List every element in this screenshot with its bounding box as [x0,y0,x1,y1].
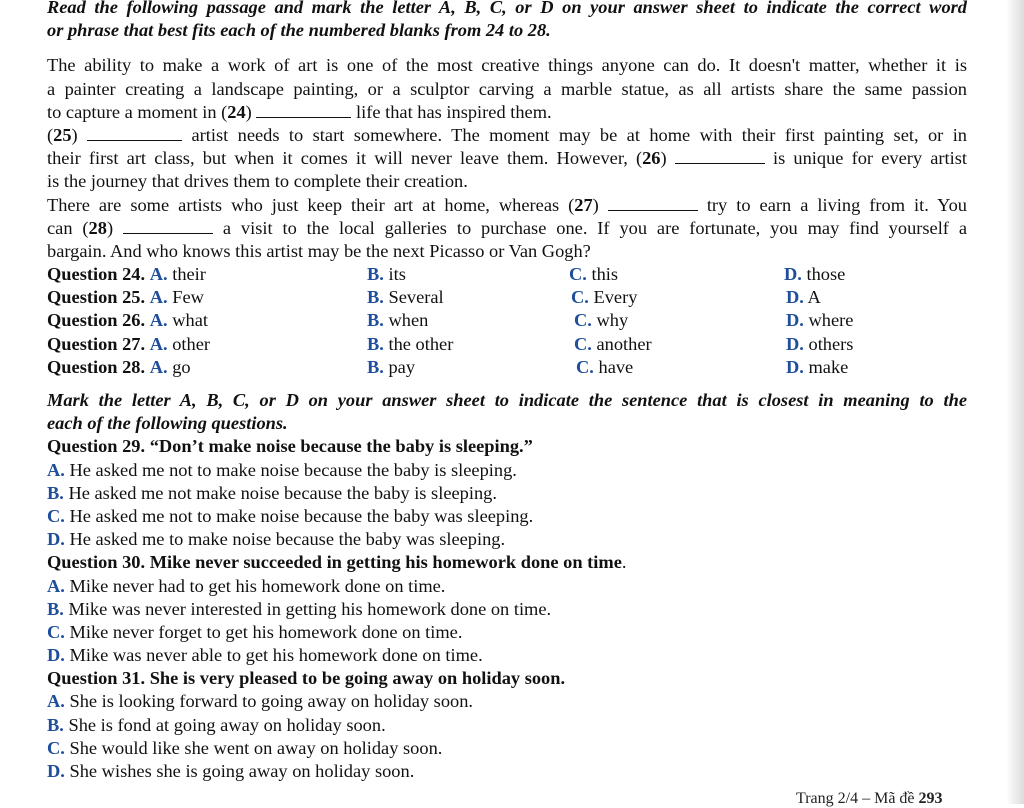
option-text: She would like she went on away on holiday soon. [64,737,443,758]
blank-number-28: 28 [88,217,107,238]
option-letter: C. [47,505,65,526]
blank-number-25: 25 [53,124,72,145]
question-label: Question 24. [47,264,146,285]
option-text: She is looking forward to going away on holiday soon. [64,691,474,712]
passage-line-5 [47,147,967,170]
question-30-option-c [47,621,967,644]
question-31-option-c [47,737,967,760]
passage [47,54,967,263]
blank-24 [256,101,351,118]
option-text: Mike never had to get his homework done on time. [64,575,446,596]
blank-number-27: 27 [574,194,593,215]
option-d: others [808,333,854,354]
blank-25 [87,124,182,141]
passage-line-8 [47,217,967,240]
question-26-row [47,309,967,332]
option-text: He asked me not make noise because the baby is sleeping. [63,482,497,503]
option-b: the other [388,333,454,354]
option-letter: B. [47,598,64,619]
passage-text: try to earn a living from it. You [697,194,968,215]
option-letter: C. [574,333,592,354]
option-text: Mike was never able to get his homework done on time. [64,645,483,666]
passage-text: artist needs to start somewhere. The moment may be at home with their first painting set, or in [182,124,967,145]
option-letter: D. [47,529,65,550]
option-c: why [596,310,629,331]
option-d: those [806,264,846,285]
passage-text: ) [245,101,257,122]
option-b: its [388,264,406,285]
option-d: make [808,356,849,377]
option-b: pay [388,356,416,377]
page-edge-shadow [1006,0,1024,804]
option-a: Few [172,287,204,308]
question-30-label [47,551,967,574]
passage-text: ) [660,148,675,169]
passage-line-4: (25) artist needs to start somewhere. The moment may be at home with their first painting set, or in [47,124,967,145]
option-letter: B. [367,333,384,354]
option-letter: B. [47,714,64,735]
option-letter: C. [47,737,65,758]
option-c: this [591,264,619,285]
blank-number-24: 24 [227,101,246,122]
question-31-label: Question 31. She is very pleased to be going away on holiday soon. [47,668,566,689]
blank-26 [675,147,765,164]
option-text: He asked me not to make noise because the baby is sleeping. [64,459,517,480]
option-letter: B. [367,264,384,285]
passage-text: to capture a moment in ( [47,101,228,122]
option-text: He asked me not to make noise because the baby was sleeping. [64,505,534,526]
question-30-option-a [47,575,967,598]
question-29-option-d [47,528,967,551]
option-letter: B. [47,482,64,503]
instruction-2-line-1: Mark the letter A, B, C, or D on your answer sheet to indicate the sentence that is closest in meaning to the [47,390,967,410]
question-29-option-c [47,505,967,528]
option-letter: A. [149,333,168,354]
blank-28 [123,217,213,234]
option-letter: D. [786,356,804,377]
passage-line-2: a painter creating a landscape painting, or a sculptor carving a marble statue, as all artists share the same passion [47,78,967,99]
option-c: Every [593,287,638,308]
option-d: where [808,310,854,331]
question-29-option-b [47,482,967,505]
option-letter: B. [367,310,384,331]
blank-27 [608,194,698,211]
option-text: Mike never forget to get his homework done on time. [64,621,463,642]
content [47,0,967,783]
option-letter: D. [786,333,804,354]
passage-text: ) [106,217,123,238]
passage-text: their first art class, but when it comes it will never leave them. However, ( [47,148,643,169]
blank-number-26: 26 [642,148,661,169]
option-letter: C. [571,287,589,308]
question-24-row [47,263,967,286]
question-29-option-a [47,459,967,482]
question-label: Question 25. [47,287,146,308]
question-label: Question 28. [47,356,146,377]
option-a: go [172,356,191,377]
option-b: when [388,310,429,331]
instruction-1-line-1: Read the following passage and mark the letter A, B, C, or D on your answer sheet to indicate the correct word [47,0,967,17]
option-c: another [596,333,652,354]
question-end: . [621,552,627,573]
option-a: what [172,310,208,331]
option-letter: A. [47,691,65,712]
option-text: He asked me to make noise because the baby was sleeping. [64,529,506,550]
option-letter: A. [149,264,168,285]
passage-line-3 [47,101,967,124]
passage-line-9: bargain. And who knows this artist may be the next Picasso or Van Gogh? [47,240,591,261]
page-footer [796,790,943,808]
question-31-option-d [47,760,967,783]
option-c: have [598,356,634,377]
option-letter: D. [784,264,802,285]
question-25-row [47,286,967,309]
passage-text: ) [592,194,608,215]
option-text: She wishes she is going away on holiday soon. [64,761,415,781]
option-letter: D. [47,761,65,781]
passage-text: can ( [47,217,89,238]
option-letter: A. [149,287,168,308]
option-a: their [172,264,206,285]
option-letter: A. [149,356,168,377]
question-28-row [47,356,967,379]
exam-code: 293 [918,790,943,807]
question-30-option-d [47,644,967,667]
passage-line-6: is the journey that drives them to complete their creation. [47,171,468,192]
option-letter: A. [149,310,168,331]
option-letter: B. [367,287,384,308]
option-letter: C. [47,621,65,642]
passage-line-1: The ability to make a work of art is one of the most creative things anyone can do. It doesn't matter, whether it is [47,55,967,76]
option-letter: A. [47,459,65,480]
option-letter: A. [47,575,65,596]
question-29-label: Question 29. “Don’t make noise because the baby is sleeping.” [47,436,533,457]
option-text: She is fond at going away on holiday soon. [63,714,386,735]
option-d: A [807,287,821,308]
question-27-row [47,333,967,356]
question-text: Question 30. Mike never succeeded in getting his homework done on time [47,552,622,573]
option-letter: C. [569,264,587,285]
option-a: other [172,333,211,354]
option-letter: C. [576,356,594,377]
option-b: Several [388,287,444,308]
instruction-1-line-2: or phrase that best fits each of the numbered blanks from 24 to 28. [47,20,551,41]
option-letter: D. [47,645,65,666]
option-letter: B. [367,356,384,377]
footer-text: Trang 2/4 – Mã đề [796,790,919,807]
question-31-option-b [47,714,967,737]
passage-text: is unique for every artist [764,148,967,169]
cloze-options [47,263,967,379]
question-label: Question 27. [47,333,146,354]
passage-text: life that has inspired them. [351,101,552,122]
option-letter: D. [786,310,804,331]
question-31-option-a [47,690,967,713]
instruction-2-line-2: each of the following questions. [47,413,288,434]
question-30-option-b [47,598,967,621]
option-letter: C. [574,310,592,331]
passage-text: There are some artists who just keep their art at home, whereas ( [47,194,575,215]
option-text: Mike was never interested in getting his homework done on time. [63,598,552,619]
option-letter: D. [786,287,804,308]
question-label: Question 26. [47,310,146,331]
passage-line-7 [47,194,967,217]
passage-text: a visit to the local galleries to purchase one. If you are fortunate, you may find yourself a [212,217,967,238]
